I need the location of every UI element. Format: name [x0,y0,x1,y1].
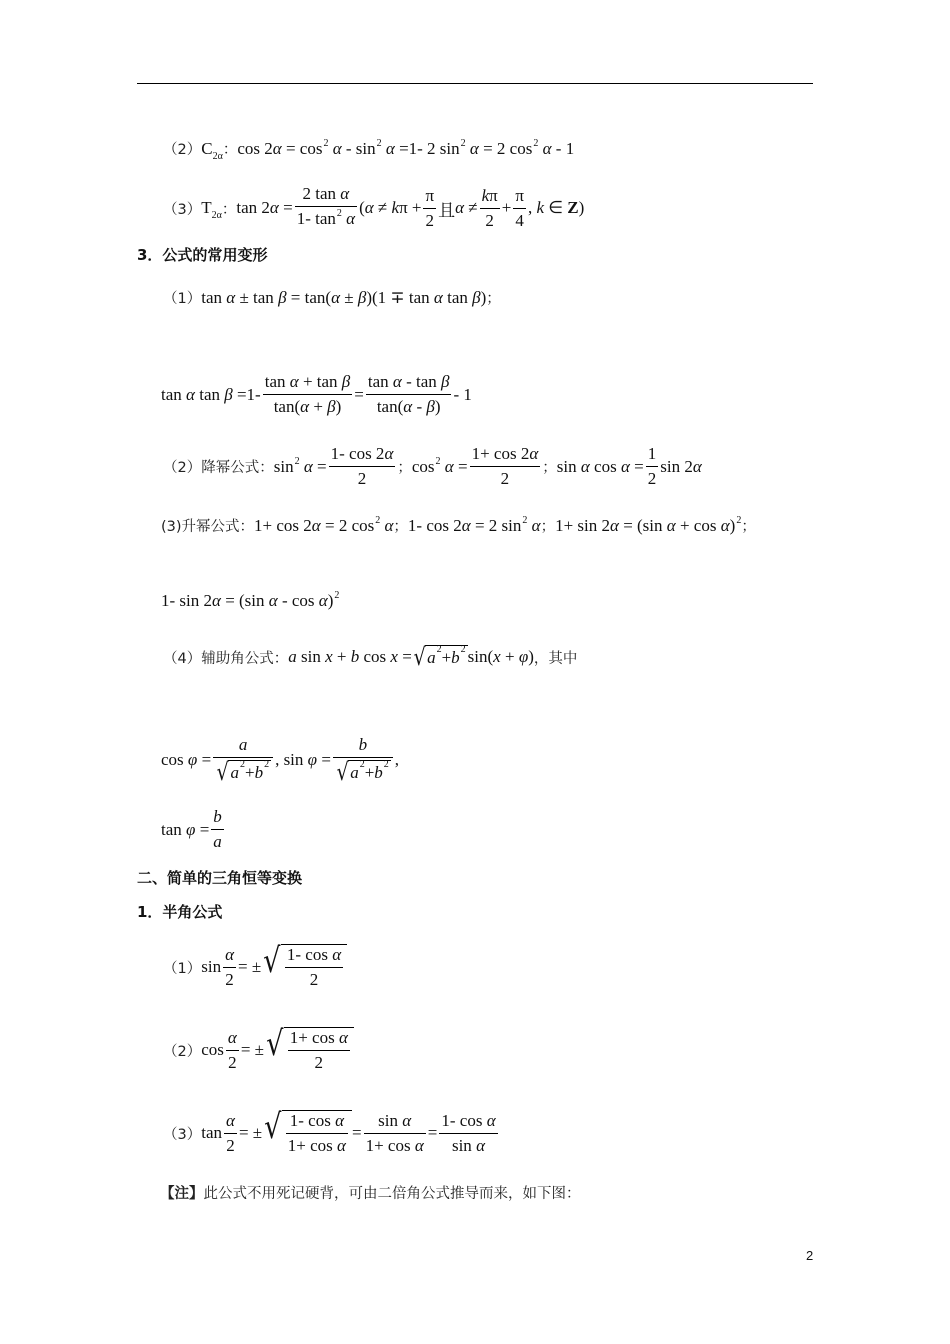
formula-auxiliary-angle: （4）辅助角公式： a sin x + b cos x = √ a $^2$ + b $^2$ sin(x + φ) ，其中 [163,643,578,671]
page-number: 2 [806,1248,814,1263]
formula-phi-tan: tan φ = $\frac{b}{a}$ [161,807,222,851]
half-angle-title: 1．半角公式 [137,903,223,921]
formula-tan-double: （3） $T_{2\alpha}$ ： tan 2α = $\frac{\text{2 tan α}}{1- \tan^2 \alpha}$ (α ≠ kπ + $\frac{\pi}{2}$ 且 α ≠ $\frac{k\pi}{2}$ + $\frac{\pi}{4}$ , k ∈ Z) [163,184,584,232]
part-2-title: 二、简单的三角恒等变换 [137,869,303,887]
formula-half-sin: （1） sin $\frac{\alpha}{2}$ = ± √ $\frac{\text{1- cos α}}{2}$ [163,944,347,990]
formula-power-reduction: （2）降幂公式： $\sin^2 \alpha$ = $\frac{1- \cos 2\alpha}{2}$ ； $\cos^2 \alpha$ = $\frac{1+ \cos 2\alpha}{2}$ ； sin α cos α = $\frac{1}{2}$ sin 2α [163,444,702,488]
formula-half-tan: （3） tan $\frac{\alpha}{2}$ = ± √ $\frac{\text{1- cos α}}{\text{1+ cos α}}$ = $\frac{\text{sin α}}{\text{1+ cos α}}$ = $\frac{\text{1- cos α}}{\text{sin α}}$ [163,1107,496,1155]
formula-cos-double: （2） $C_{2\alpha}$ ： $\cos 2\alpha = \cos^2 \alpha - \sin^2 \alpha =1-$ 2 $\sin^2 \alpha = 2$ $\cos^2 \alpha - 1$ [163,137,575,162]
formula-power-raise: (3)升幂公式： 1+ cos 2α = 2 $\cos^2 \alpha$ ； 1- cos 2α = 2 $\sin^2 \alpha$ ； 1+ sin 2α = (sin α + cos α)$^2$ ； [161,514,756,535]
header-rule [137,83,813,84]
formula-phi-cos-sin: cos φ = a √ a $^2$ + b $^2$ , sin φ = b √ a $^2$ + b $^2$ , [161,735,400,786]
formula-tan-sum-variant: （1） tan α ± tan β = tan(α ± β)(1 ∓ tan α tan β) ； [163,287,501,307]
section-3-title: 3．公式的常用变形 [137,246,268,264]
formula-one-minus-sin: 1- sin 2α = (sin α - cos α)$^2$ [161,590,340,610]
formula-half-cos: （2） cos $\frac{\alpha}{2}$ = ± √ $\frac{\text{1+ cos α}}{2}$ [163,1027,354,1073]
formula-tan-product: tan α tan β =1- $\frac{\text{tan α + tan β}}{\tan(\alpha + \beta)}$ = $\frac{\text{tan α - tan β}}{\tan(\alpha - \beta)}$ - 1 [161,372,472,416]
note-line: 【注】 此公式不用死记硬背，可由二倍角公式推导而来，如下图： [160,1186,581,1202]
